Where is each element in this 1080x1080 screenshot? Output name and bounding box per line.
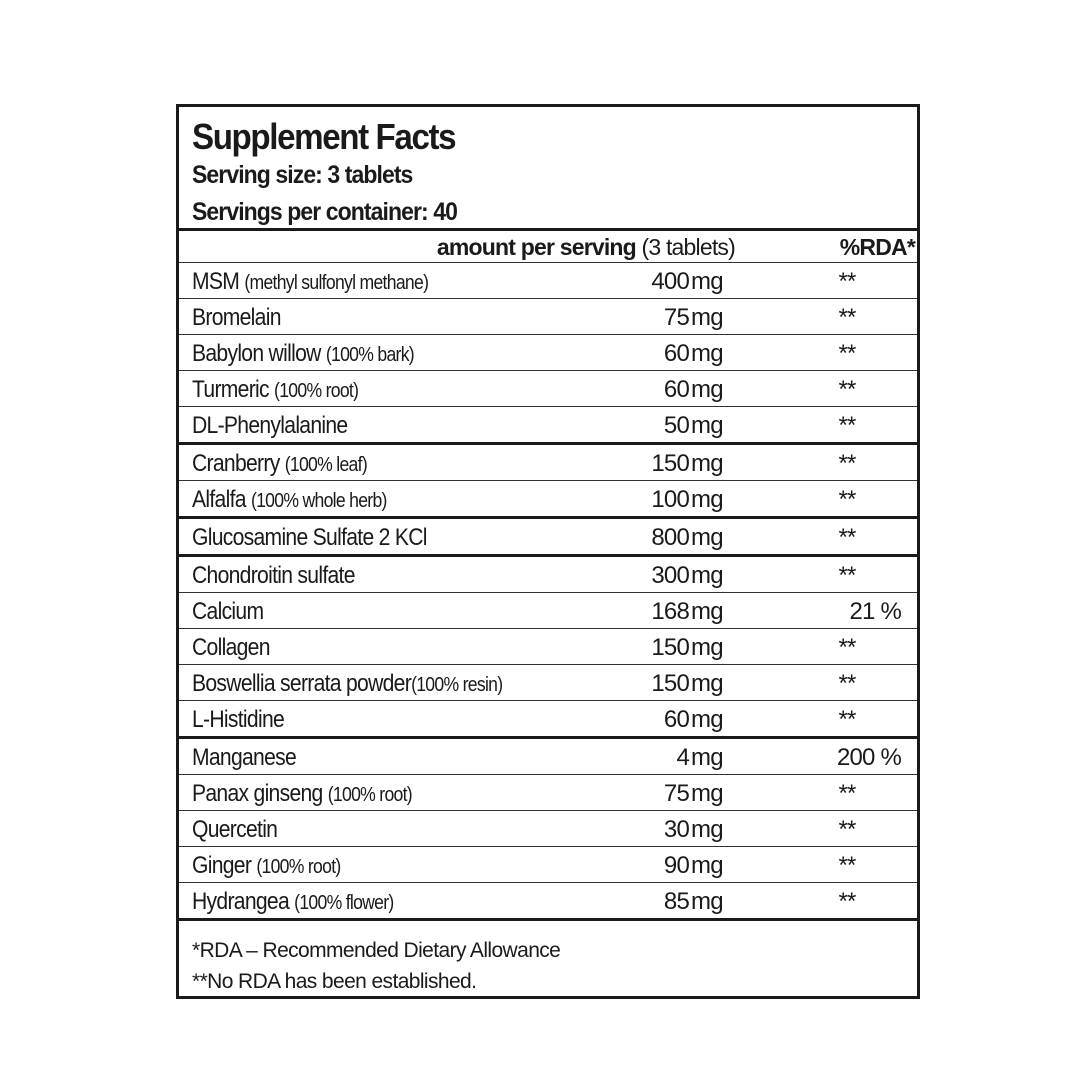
ingredient-label: MSM xyxy=(192,268,240,295)
ingredient-note: (100% root) xyxy=(256,856,341,878)
ingredient-name xyxy=(192,335,414,374)
table-row xyxy=(179,883,917,921)
amount-value: 800 xyxy=(651,524,689,551)
rda-value: ** xyxy=(838,816,856,843)
ingredient-note: (100% whole herb) xyxy=(250,490,387,512)
amount-value: 150 xyxy=(651,670,689,697)
servings-per-container: Servings per container: 40 xyxy=(192,198,457,226)
amount-unit: mg xyxy=(691,340,723,367)
amount-unit: mg xyxy=(691,598,723,625)
table-row xyxy=(179,775,917,811)
amount-value: 150 xyxy=(651,450,689,477)
footnote-rda: *RDA – Recommended Dietary Allowance xyxy=(192,939,561,962)
table-row xyxy=(179,811,917,847)
ingredient-label: Manganese xyxy=(192,744,297,771)
amount-value: 400 xyxy=(651,268,689,295)
rda-value: ** xyxy=(838,524,856,551)
amount-value: 300 xyxy=(651,562,689,589)
rda-header: %RDA* xyxy=(839,234,915,260)
supplement-facts-panel xyxy=(176,104,920,999)
ingredient-label: Panax ginseng xyxy=(192,780,323,807)
table-row xyxy=(179,445,917,481)
amount-unit: mg xyxy=(691,634,723,661)
rda-value: ** xyxy=(838,340,856,367)
amount-unit: mg xyxy=(691,562,723,589)
table-row xyxy=(179,739,917,775)
ingredient-name xyxy=(192,299,281,337)
table-row xyxy=(179,701,917,739)
ingredient-name xyxy=(192,811,277,849)
amount-value: 60 xyxy=(663,376,689,403)
table-row xyxy=(179,263,917,299)
amount-unit: mg xyxy=(691,304,723,331)
amount-unit: mg xyxy=(691,268,723,295)
amount-unit: mg xyxy=(691,780,723,807)
rda-value: ** xyxy=(838,888,856,915)
ingredient-note: (100% leaf) xyxy=(284,454,367,476)
serving-size: Serving size: 3 tablets xyxy=(192,161,413,189)
table-row xyxy=(179,665,917,701)
ingredient-name xyxy=(192,481,387,520)
ingredient-note: (100% flower) xyxy=(294,892,394,914)
ingredient-name xyxy=(192,775,412,814)
amount-unit: mg xyxy=(691,450,723,477)
amount-value: 75 xyxy=(663,304,689,331)
table-row xyxy=(179,407,917,445)
rda-value: ** xyxy=(838,706,856,733)
ingredient-name xyxy=(192,263,428,302)
amount-unit: mg xyxy=(691,486,723,513)
ingredient-label: Chondroitin sulfate xyxy=(192,562,355,589)
rda-value: ** xyxy=(838,852,856,879)
ingredient-name xyxy=(192,519,427,557)
ingredient-name xyxy=(192,593,263,631)
amount-value: 30 xyxy=(663,816,689,843)
amount-unit: mg xyxy=(691,744,723,771)
ingredient-name xyxy=(192,445,367,484)
amount-unit: mg xyxy=(691,816,723,843)
ingredient-name xyxy=(192,701,284,739)
ingredient-note: (100% bark) xyxy=(325,344,414,366)
amount-value: 4 xyxy=(676,744,689,771)
rda-value: ** xyxy=(838,634,856,661)
amount-value: 75 xyxy=(663,780,689,807)
rda-value: ** xyxy=(838,376,856,403)
column-header xyxy=(179,231,917,263)
rda-value: ** xyxy=(838,450,856,477)
rda-value: 21 % xyxy=(849,598,901,625)
rda-value: ** xyxy=(838,780,856,807)
ingredient-label: Cranberry xyxy=(192,450,280,477)
rda-value: ** xyxy=(838,670,856,697)
ingredient-label: Collagen xyxy=(192,634,270,661)
footnotes xyxy=(179,921,917,997)
ingredient-name xyxy=(192,739,296,777)
amount-value: 50 xyxy=(663,412,689,439)
amount-value: 100 xyxy=(651,486,689,513)
ingredient-note: (100% root) xyxy=(327,784,412,806)
amount-value: 60 xyxy=(663,340,689,367)
amount-unit: mg xyxy=(691,888,723,915)
table-row xyxy=(179,481,917,519)
amount-header: amount per serving xyxy=(436,234,636,260)
amount-value: 85 xyxy=(663,888,689,915)
footnote-no-rda: **No RDA has been established. xyxy=(192,970,477,993)
ingredient-label: DL-Phenylalanine xyxy=(192,412,348,439)
amount-value: 90 xyxy=(663,852,689,879)
rda-value: 200 % xyxy=(836,744,901,771)
ingredient-label: Ginger xyxy=(192,852,252,879)
panel-title: Supplement Facts xyxy=(192,116,456,157)
ingredient-name xyxy=(192,883,394,922)
ingredient-name xyxy=(192,557,355,595)
ingredient-note: (methyl sulfonyl methane) xyxy=(244,272,429,294)
ingredient-name xyxy=(192,847,341,886)
amount-value: 150 xyxy=(651,634,689,661)
ingredient-name xyxy=(192,665,502,704)
rda-value: ** xyxy=(838,562,856,589)
ingredient-label: L-Histidine xyxy=(192,706,285,733)
amount-unit: mg xyxy=(691,412,723,439)
ingredient-label: Glucosamine Sulfate 2 KCl xyxy=(192,524,427,551)
ingredient-note: (100% root) xyxy=(274,380,359,402)
table-row xyxy=(179,519,917,557)
table-row xyxy=(179,629,917,665)
table-row xyxy=(179,593,917,629)
table-row xyxy=(179,299,917,335)
rda-value: ** xyxy=(838,304,856,331)
amount-unit: mg xyxy=(691,706,723,733)
ingredient-label: Turmeric xyxy=(192,376,269,403)
table-row xyxy=(179,847,917,883)
ingredient-label: Calcium xyxy=(192,598,264,625)
ingredient-label: Alfalfa xyxy=(192,486,246,513)
ingredient-name xyxy=(192,371,358,410)
panel-header xyxy=(179,107,917,231)
rda-value: ** xyxy=(838,412,856,439)
ingredient-label: Babylon willow xyxy=(192,340,321,367)
ingredient-table xyxy=(179,263,917,921)
table-row xyxy=(179,371,917,407)
ingredient-name xyxy=(192,629,270,667)
rda-value: ** xyxy=(838,486,856,513)
amount-unit: mg xyxy=(691,376,723,403)
amount-note: (3 tablets) xyxy=(641,234,735,260)
amount-value: 60 xyxy=(663,706,689,733)
amount-unit: mg xyxy=(691,524,723,551)
table-row xyxy=(179,557,917,593)
table-row xyxy=(179,335,917,371)
ingredient-label: Quercetin xyxy=(192,816,278,843)
amount-unit: mg xyxy=(691,852,723,879)
ingredient-label: Bromelain xyxy=(192,304,281,331)
ingredient-label: Boswellia serrata powder xyxy=(192,670,412,697)
amount-unit: mg xyxy=(691,670,723,697)
ingredient-note: (100% resin) xyxy=(411,674,503,696)
ingredient-name xyxy=(192,407,347,445)
rda-value: ** xyxy=(838,268,856,295)
amount-value: 168 xyxy=(651,598,689,625)
ingredient-label: Hydrangea xyxy=(192,888,289,915)
